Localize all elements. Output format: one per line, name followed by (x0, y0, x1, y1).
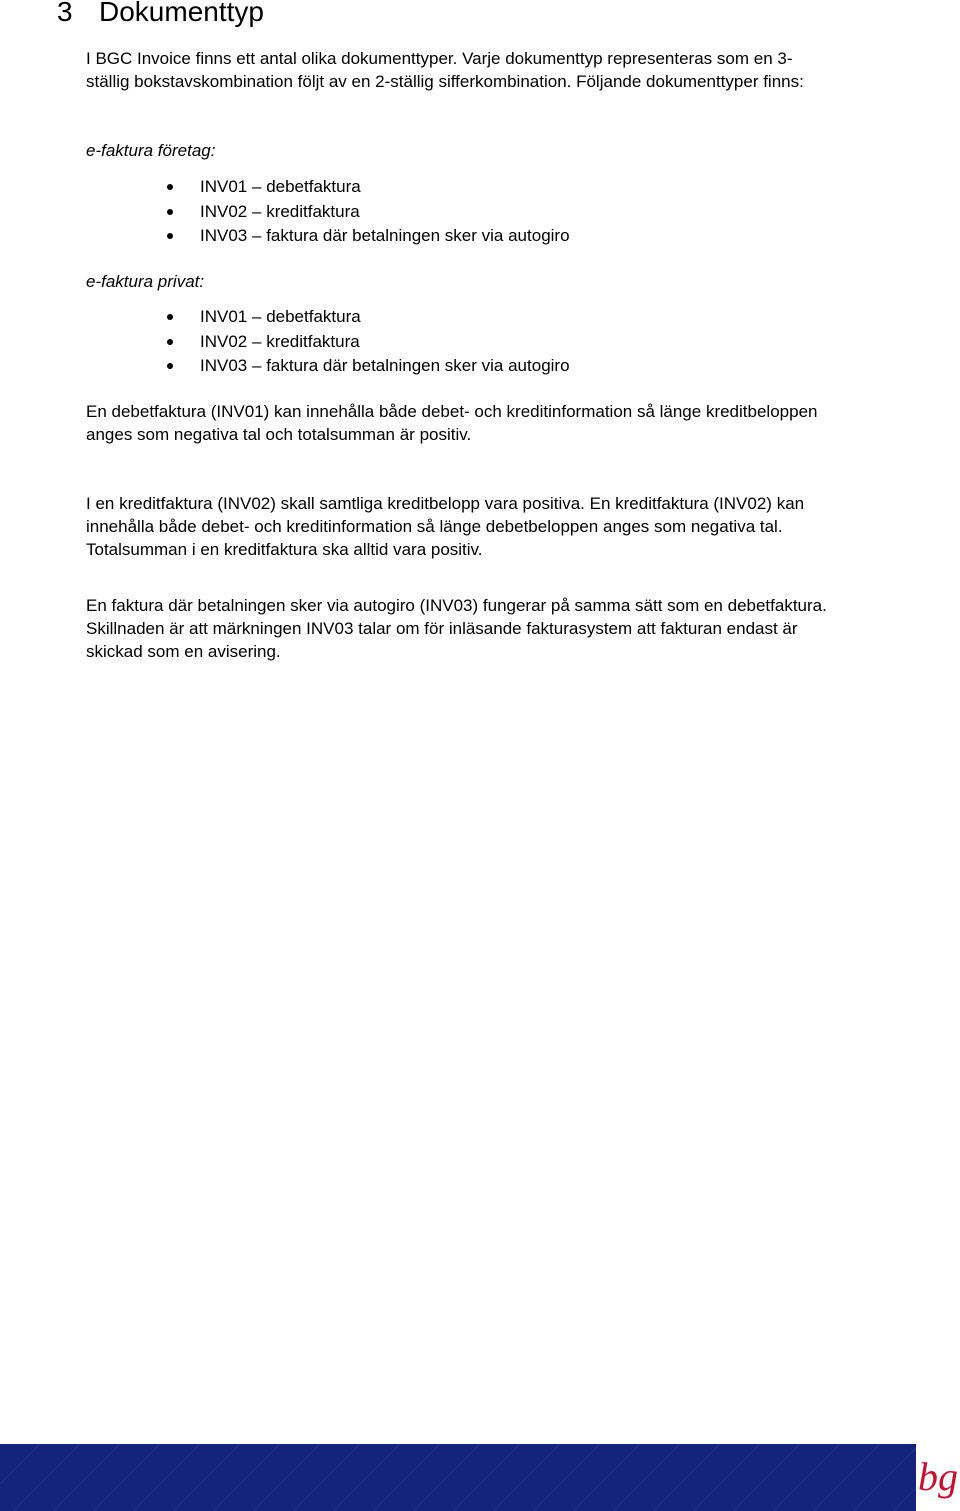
doc-description: kreditfaktura (266, 201, 360, 221)
intro-line: I BGC Invoice finns ett antal olika dokumenttyper. Varje dokumenttyp representeras som en 3- (86, 49, 793, 68)
doc-description: debetfaktura (266, 307, 361, 326)
list-item: INV02 – kreditfaktura (164, 200, 570, 225)
bullet-icon (167, 184, 173, 190)
doc-description: debetfaktura (266, 177, 361, 196)
footer-pattern (0, 1444, 916, 1511)
doc-code: INV02 (200, 201, 248, 221)
list-item: INV03 – faktura där betalningen sker via autogiro (164, 354, 570, 379)
group-label-foretag: e-faktura företag: (86, 141, 216, 160)
bullet-icon (167, 363, 173, 369)
section-title: Dokumenttyp (99, 0, 264, 27)
doc-description: faktura där betalningen sker via autogiro (266, 356, 570, 375)
bullet-list-foretag (164, 175, 570, 249)
bg-logo-icon (916, 1444, 960, 1511)
bullet-icon (167, 209, 173, 215)
bullet-icon (167, 314, 173, 320)
list-item: INV01 – debetfaktura (164, 305, 570, 330)
bullet-icon (167, 233, 173, 239)
bgc-logo (916, 1444, 960, 1511)
bullet-icon (167, 339, 173, 345)
section-number: 3 (57, 0, 73, 27)
paragraph-autogiro: En faktura där betalningen sker via autogiro (INV03) fungerar på samma sätt som en debetfaktura. Skillnaden är att märkningen INV03 talar om för inläsande fakturasystem att fakturan endast är skickad som en avisering. (86, 596, 827, 661)
doc-description: faktura där betalningen sker via autogiro (266, 226, 570, 245)
intro-line: ställig bokstavskombination följt av en 2-ställig sifferkombination. Följande dokumenttyper finns: (86, 72, 804, 91)
group-label-privat: e-faktura privat: (86, 272, 205, 291)
doc-code: INV01 (200, 307, 248, 326)
paragraph-kreditfaktura: I en kreditfaktura (INV02) skall samtliga kreditbelopp vara positiva. En kreditfaktura (INV02) kan innehålla både debet- och kreditinformation så länge debetbeloppen anges som negativa tal. Totalsumman i en kreditfaktura ska alltid vara positiv. (86, 494, 805, 559)
list-item: INV01 – debetfaktura (164, 175, 570, 200)
paragraph-debetfaktura: En debetfaktura (INV01) kan innehålla både debet- och kreditinformation så länge kreditbeloppen anges som negativa tal och totalsumman är positiv. (86, 402, 818, 444)
list-item: INV02 – kreditfaktura (164, 330, 570, 355)
bullet-list-privat (164, 305, 570, 379)
doc-code: INV01 (200, 177, 248, 196)
intro-paragraph (86, 47, 958, 93)
doc-description: kreditfaktura (266, 331, 360, 351)
doc-code: INV03 (200, 226, 248, 245)
list-item: INV03 – faktura där betalningen sker via autogiro (164, 224, 570, 249)
doc-code: INV03 (200, 356, 248, 375)
svg-text:bg: bg (918, 1454, 958, 1499)
section-heading (57, 0, 264, 30)
footer-band (0, 1444, 960, 1511)
doc-code: INV02 (200, 331, 248, 351)
